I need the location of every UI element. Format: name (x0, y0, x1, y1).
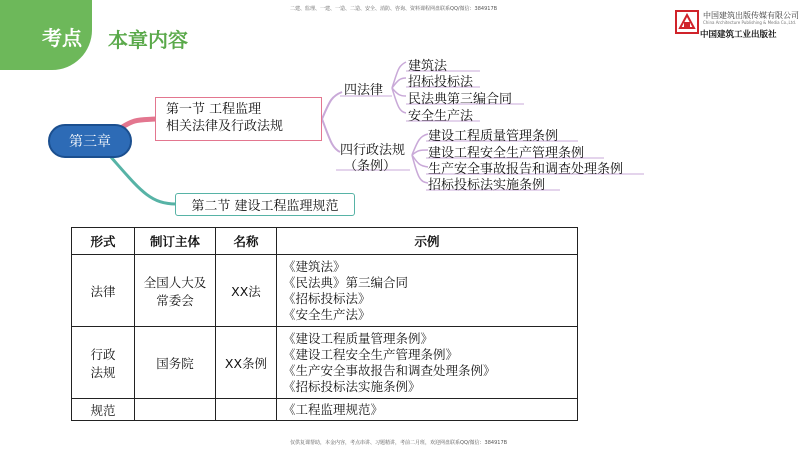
cell-name: XX法 (216, 255, 277, 327)
example-item: 《建设工程质量管理条例》 (283, 330, 434, 346)
reg-item: 建设工程安全生产管理条例 (428, 146, 585, 161)
cell-maker: 国务院 (135, 327, 216, 399)
table-row (72, 327, 578, 399)
law-item: 安全生产法 (408, 109, 474, 124)
law-item: 建筑法 (408, 59, 448, 74)
mindmap-root-node: 第三章 (48, 124, 132, 158)
publisher-name-secondary: 中国建筑工业出版社 (700, 30, 777, 40)
law-types-table (71, 227, 578, 421)
reg-item: 生产安全事故报告和调查处理条例 (428, 162, 624, 177)
laws-group-label: 四法律 (344, 83, 384, 98)
topic-tag-label: 考点 (42, 26, 82, 50)
table-row (72, 399, 578, 421)
publisher-name-en: China Architecture Publishing & Media Co.,Ltd. (703, 20, 797, 25)
cell-examples (277, 399, 578, 421)
col-header-form: 形式 (72, 228, 135, 255)
example-item: 《建筑法》 (283, 258, 346, 274)
cell-form: 规范 (72, 399, 135, 421)
example-item: 《招标投标法实施条例》 (283, 378, 421, 394)
publisher-name: 中国建筑出版传媒有限公司 (703, 11, 799, 20)
example-item: 《安全生产法》 (283, 306, 371, 322)
example-item: 《建设工程安全生产管理条例》 (283, 346, 459, 362)
cell-examples (277, 255, 578, 327)
law-item: 民法典第三编合同 (408, 92, 513, 107)
example-item: 《工程监理规范》 (283, 401, 384, 417)
mindmap-section1-node (155, 97, 322, 141)
cell-name (216, 399, 277, 421)
example-item: 《招标投标法》 (283, 290, 371, 306)
reg-item: 建设工程质量管理条例 (428, 129, 559, 144)
cell-form: 法律 (72, 255, 135, 327)
cell-name: XX条例 (216, 327, 277, 399)
section1-line1: 第一节 工程监理 (166, 102, 262, 117)
page-title: 本章内容 (108, 28, 188, 52)
cell-maker: 全国人大及常委会 (135, 255, 216, 327)
bottom-watermark-note: 仅供复课帮助，本金内容，考点串讲、习题精讲，考前二月班，欢迎网盘联系QQ/微信：384917B (290, 440, 508, 446)
reg-item: 招标投标法实施条例 (428, 178, 546, 193)
table-row (72, 255, 578, 327)
example-item: 《民法典》第三编合同 (283, 274, 409, 290)
cell-maker (135, 399, 216, 421)
section1-line2: 相关法律及行政法规 (166, 119, 284, 134)
example-item: 《生产安全事故报告和调查处理条例》 (283, 362, 496, 378)
law-item: 招标投标法 (408, 75, 474, 90)
cell-examples (277, 327, 578, 399)
top-watermark-note: 二建、监理、一建、一造、二造、安全、消防、咨询、资料课程网盘联系QQ/微信：384917B (290, 6, 498, 12)
mindmap-section2-node: 第二节 建设工程监理规范 (175, 193, 355, 216)
cell-form: 行政法规 (72, 327, 135, 399)
col-header-name: 名称 (216, 228, 277, 255)
regs-group-label-line1: 四行政法规 (340, 143, 406, 158)
regs-group-label-line2: （条例） (344, 159, 397, 174)
table-header-row (72, 228, 578, 255)
col-header-examples: 示例 (277, 228, 578, 255)
col-header-maker: 制订主体 (135, 228, 216, 255)
